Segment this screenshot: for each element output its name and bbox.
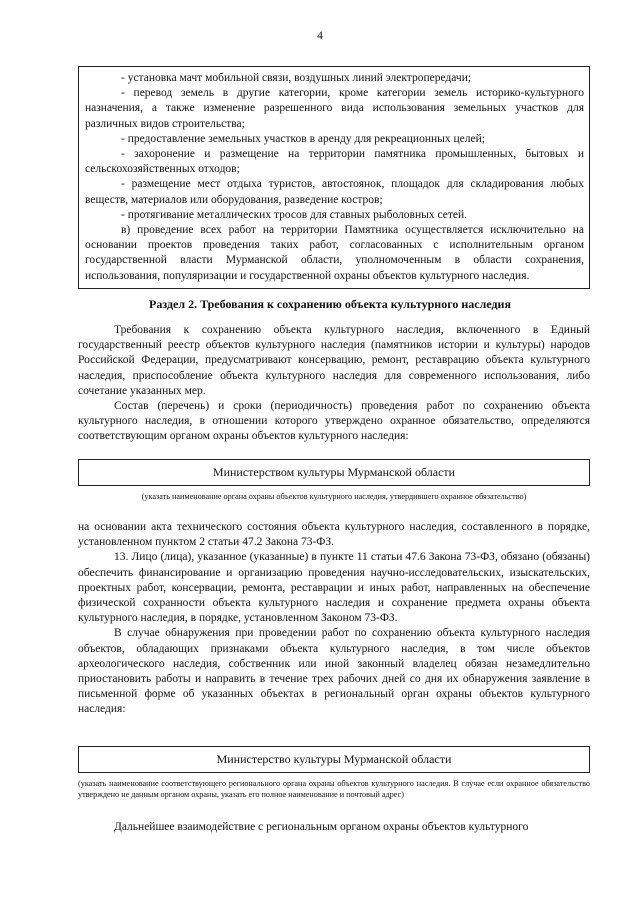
authority-field-1-note: (указать наименование органа охраны объектов культурного наследия, утвердившего охранное обязательство) (141, 492, 527, 501)
final-body (78, 820, 590, 835)
list-item: - захоронение и размещение на территории памятника промышленных, бытовых и сельскохозяйственных отходов; (85, 148, 584, 176)
restrictions-box (78, 66, 590, 289)
list-item: - протягивание металлических тросов для ставных рыболовных сетей. (121, 208, 467, 221)
paragraph: Состав (перечень) и сроки (периодичность) проведения работ по сохранению объекта культурного наследия, в отношении которого утверждено охранное обязательство, определяются соответствующим органом охраны объектов культурного наследия: (78, 400, 590, 443)
authority-field-2: Министерство культуры Мурманской области (78, 746, 590, 773)
list-item: - перевод земель в другие категории, кроме категории земель историко-культурного назначения, а также изменение разрешенного вида использования земельных участков для различных видов строительства; (85, 87, 584, 130)
paragraph: Дальнейшее взаимодействие с региональным органом охраны объектов культурного (114, 821, 529, 833)
page-number: 4 (317, 30, 323, 42)
list-item: - размещение мест отдыха туристов, автостоянок, площадок для складирования любых веществ, материалов или оборудования, разведение костров; (85, 178, 584, 206)
list-item: - установка мачт мобильной связи, воздушных линий электропередачи; (121, 72, 472, 84)
paragraph: Требования к сохранению объекта культурного наследия, включенного в Единый государственный реестр объектов культурного наследия (памятников истории и культуры) народов Российской Федерации, предусматривают консервацию, ремонт, реставрацию объекта культурного наследия, приспособление объекта культурного наследия для современного использования, либо сочетание указанных мер. (78, 324, 590, 397)
authority-field-2-note: (указать наименование соответствующего регионального органа охраны объектов культурного наследия. В случае если охранное обязательство утверждено не данным органом охраны, указать его полное наименование и почтовый адрес) (78, 779, 590, 799)
paragraph: на основании акта технического состояния объекта культурного наследия, составленного в порядке, установленном пунктом 2 статьи 47.2 Закона 73-ФЗ. (78, 521, 590, 549)
middle-body (78, 520, 590, 718)
section-body (78, 323, 590, 445)
paragraph: В случае обнаружения при проведении работ по сохранению объекта культурного наследия объектов, обладающих признаками объекта культурного наследия, в том числе объектов археологического наследия, собственник или иной законный владелец обязан незамедлительно приостановить работы и направить в течение трех рабочих дней со дня их обнаружения заявление в письменной форме об указанных объектах в региональный орган охраны объектов культурного наследия: (78, 627, 590, 716)
section-heading: Раздел 2. Требования к сохранению объекта культурного наследия (149, 297, 511, 311)
list-item: - предоставление земельных участков в аренду для рекреационных целей; (121, 132, 485, 145)
paragraph: 13. Лицо (лица), указанное (указанные) в пункте 11 статьи 47.6 Закона 73-ФЗ, обязано (обязаны) обеспечить финансирование и организацию проведения научно-исследовательских, изыскательских, проектных работ, консервации, ремонта, реставрации и иных работ, направленных на обеспечение физической сохранности объекта культурного наследия и сохранение предмета охраны объекта культурного наследия, в порядке, установленном Законом 73-ФЗ. (78, 551, 590, 625)
list-item: в) проведение всех работ на территории Памятника осуществляется исключительно на основании проектов проведения таких работ, согласованных с исполнительным органом государственной власти Мурманской области, уполномоченным в области сохранения, использования, популяризации и государственной охраны объектов культурного наследия. (85, 224, 584, 282)
authority-field-1: Министерством культуры Мурманской области (78, 459, 590, 486)
